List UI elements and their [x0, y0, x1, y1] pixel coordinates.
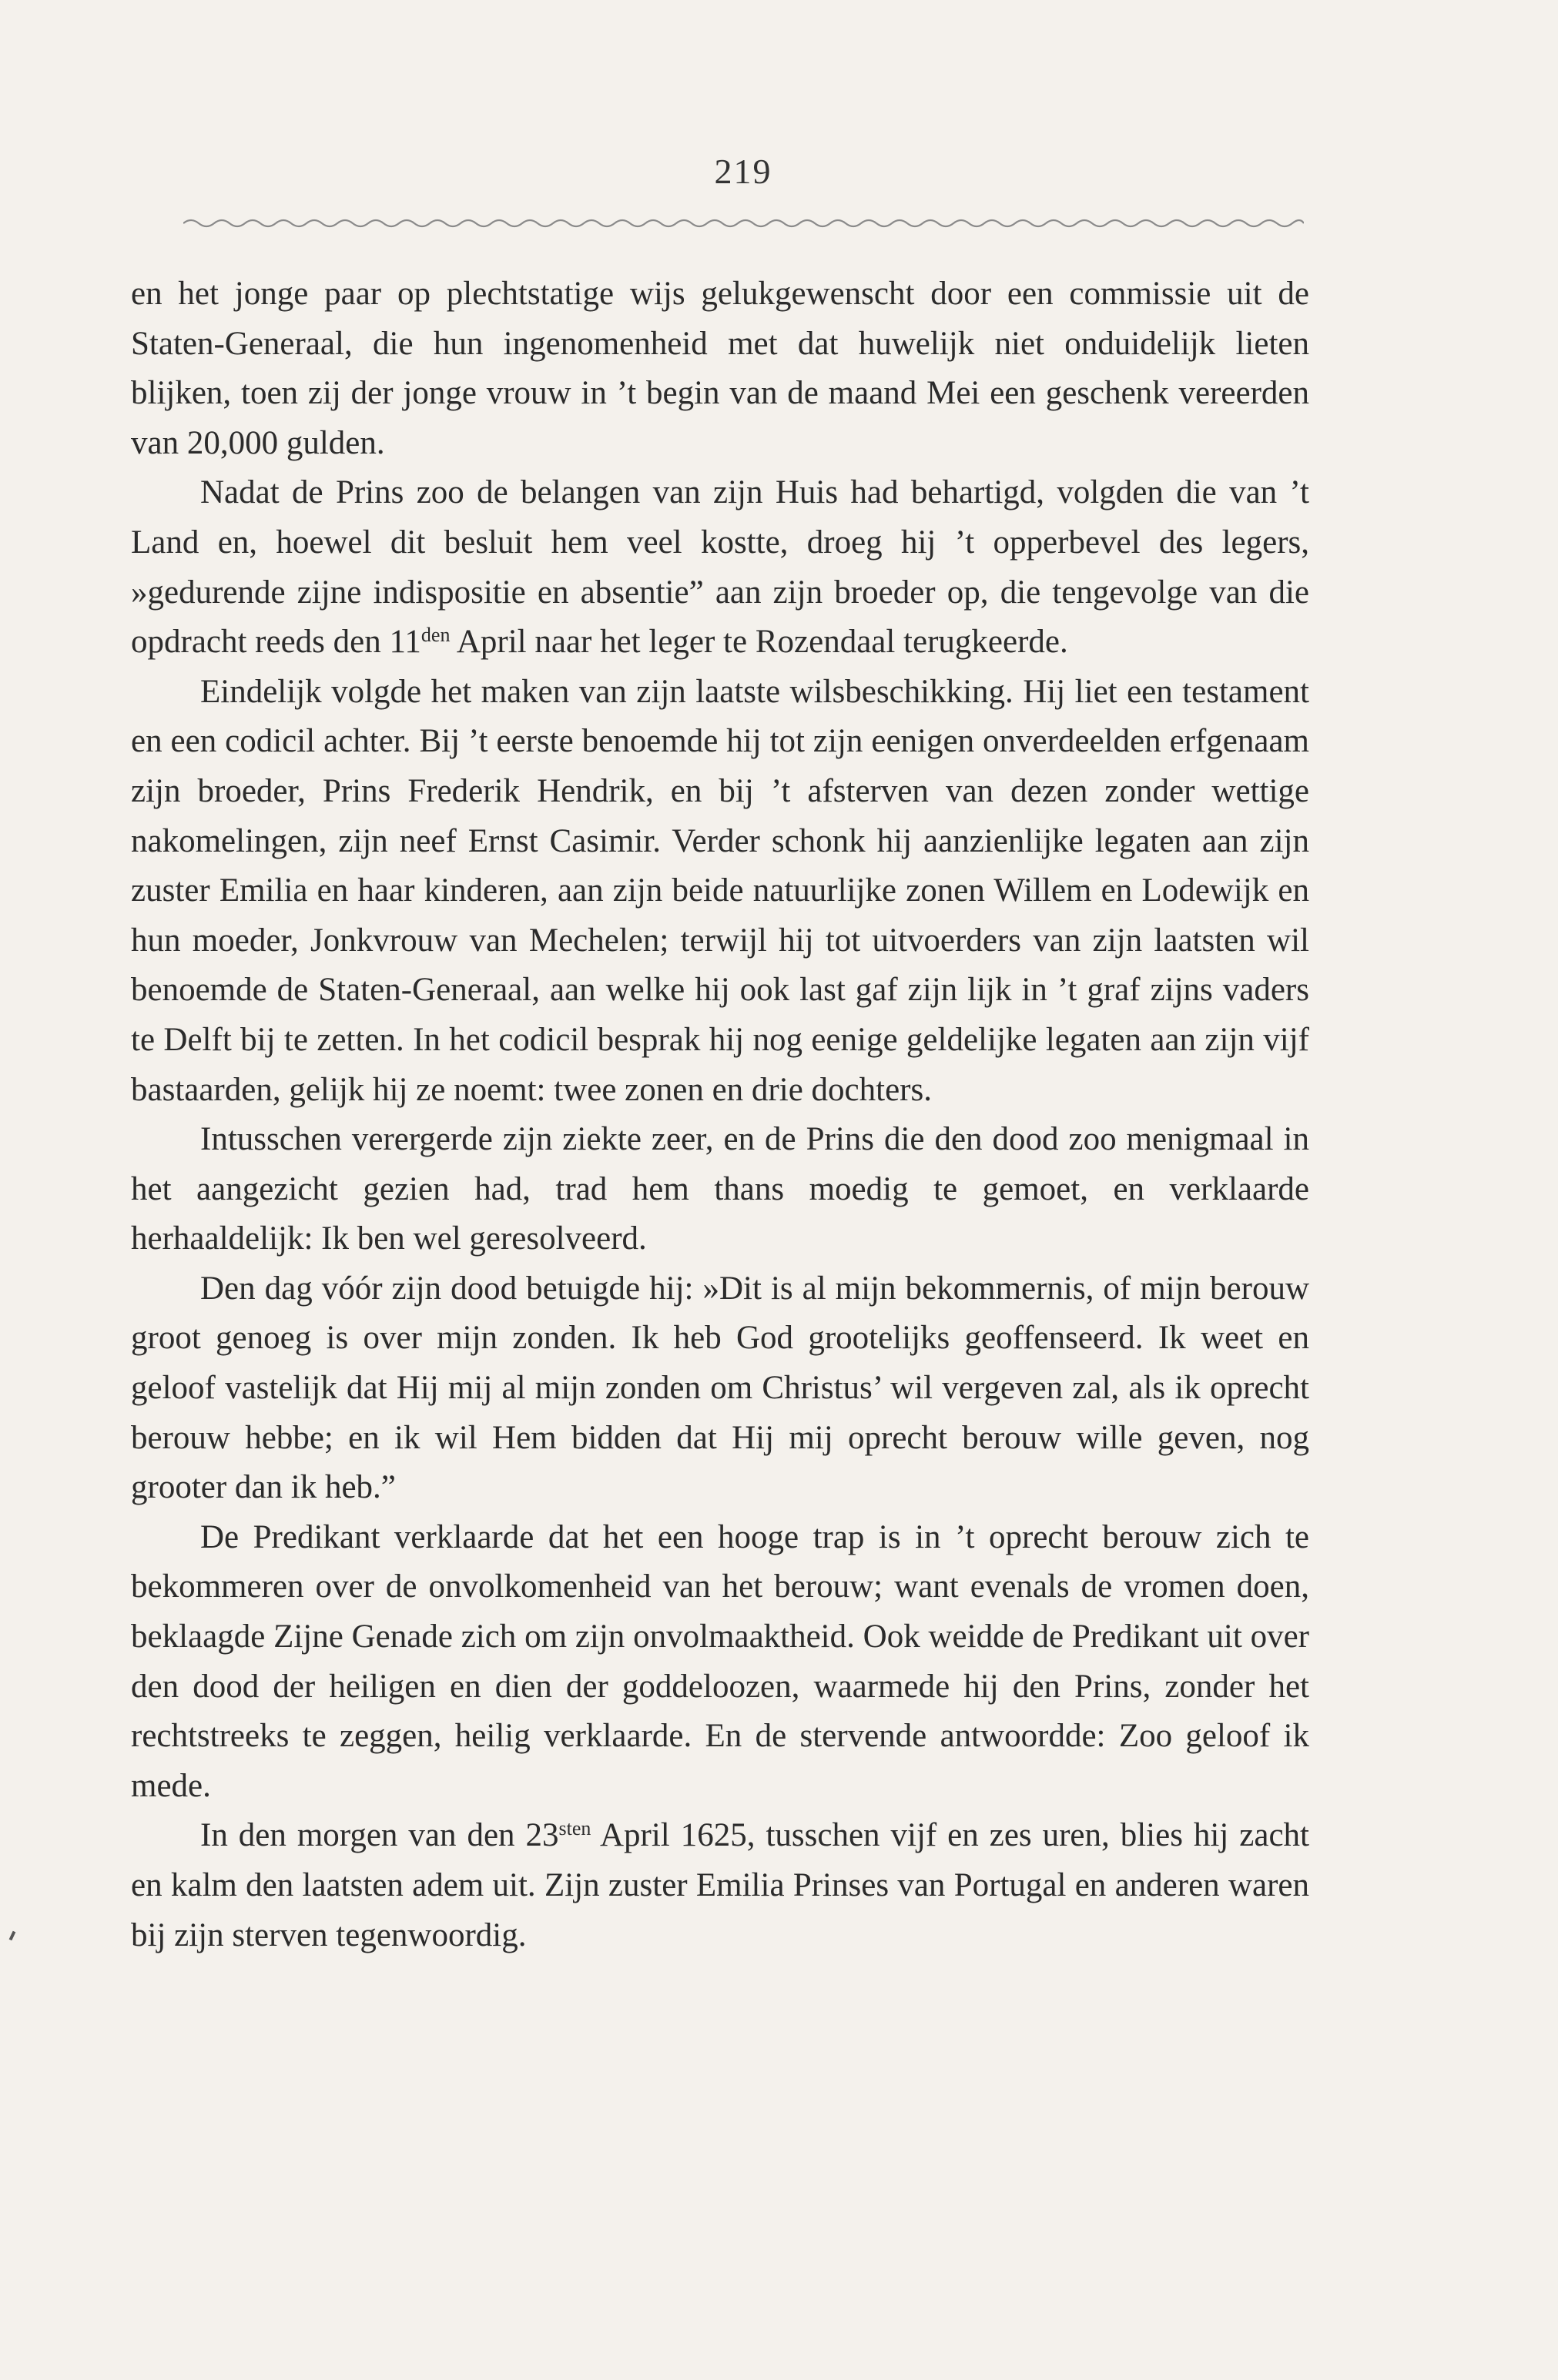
wavy-header-rule	[183, 214, 1304, 233]
paragraph-7-text-before: In den morgen van den 23	[200, 1817, 559, 1854]
ordinal-superscript: sten	[558, 1817, 591, 1840]
paragraph-7-text-after: April 1625, tusschen vijf en zes uren, blies hij zacht en kalm den laatsten adem uit. Zijn zuster Emilia Prinses van Portugal en anderen waren bij zijn sterven tegenwoordig.	[131, 1817, 1309, 1953]
paragraph-4: Intusschen verergerde zijn ziekte zeer, en de Prins die den dood zoo menigmaal in het aangezicht gezien had, trad hem thans moedig te gemoet, en verklaarde herhaaldelijk: Ik ben wel geresolveerd.	[131, 1121, 1309, 1257]
paragraph-2-text-after: April naar het leger te Rozendaal terugkeerde.	[450, 624, 1068, 661]
paragraph-1: en het jonge paar op plechtstatige wijs gelukgewenscht door een commissie uit de Staten-Generaal, die hun ingenomenheid met dat huwelijk niet onduidelijk lieten blijken, toen zij der jonge vrouw in ’t begin van de maand Mei een geschenk vereerden van 20,000 gulden.	[131, 276, 1309, 461]
paragraph-6: De Predikant verklaarde dat het een hooge trap is in ’t oprecht berouw zich te bekommeren over de onvolkomenheid van het berouw; want evenals de vromen doen, beklaagde Zijne Genade zich om zijn onvolmaaktheid. Ook weidde de Predikant uit over den dood der heiligen en dien der goddeloozen, waarmede hij den Prins, zonder het rechtstreeks te zeggen, heilig verklaarde. En de stervende antwoordde: Zoo geloof ik mede.	[131, 1518, 1309, 1804]
paragraph-2-text-before: Nadat de Prins zoo de belangen van zijn Huis had behartigd, volgden die van ’t Land en, hoewel dit besluit hem veel kostte, droeg hij ’t opperbevel des legers, »gedurende zijne indispositie en absentie” aan zijn broeder op, die tengevolge van die opdracht reeds den 11	[131, 474, 1309, 661]
paragraph-2	[131, 468, 1309, 667]
page-number: 219	[714, 152, 772, 191]
paragraph-7	[131, 1811, 1309, 1960]
paragraph-5: Den dag vóór zijn dood betuigde hij: »Dit is al mijn bekommernis, of mijn berouw groot genoeg is over mijn zonden. Ik heb God grootelijks geoffenseerd. Ik weet en geloof vastelijk dat Hij mij al mijn zonden om Christus’ wil vergeven zal, als ik oprecht berouw hebbe; en ik wil Hem bidden dat Hij mij oprecht berouw wille geven, nog grooter dan ik heb.”	[131, 1270, 1309, 1506]
margin-mark	[9, 1931, 16, 1941]
body-text	[131, 269, 1309, 1960]
paragraph-3: Eindelijk volgde het maken van zijn laatste wilsbeschikking. Hij liet een testament en een codicil achter. Bij ’t eerste benoemde hij tot zijn eenigen onverdeelden erfgenaam zijn broeder, Prins Frederik Hendrik, en bij ’t afsterven van dezen zonder wettige nakomelingen, zijn neef Ernst Casimir. Verder schonk hij aanzienlijke legaten aan zijn zuster Emilia en haar kinderen, aan zijn beide natuurlijke zonen Willem en Lodewijk en hun moeder, Jonkvrouw van Mechelen; terwijl hij tot uitvoerders van zijn laatsten wil benoemde de Staten-Generaal, aan welke hij ook last gaf zijn lijk in ’t graf zijns vaders te Delft bij te zetten. In het codicil besprak hij nog eenige geldelijke legaten aan zijn vijf bastaarden, gelijk hij ze noemt: twee zonen en drie dochters.	[131, 673, 1309, 1108]
ordinal-superscript: den	[420, 624, 451, 647]
